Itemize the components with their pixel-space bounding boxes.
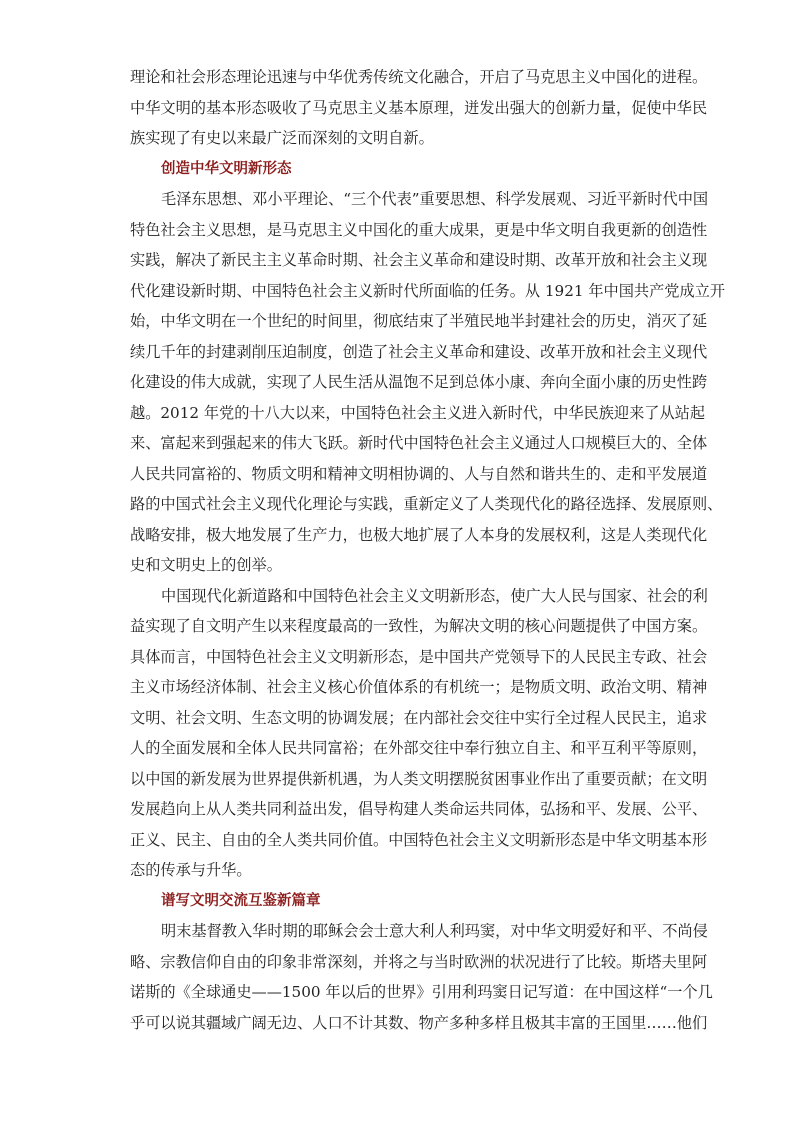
text-line: 理论和社会形态理论迅速与中华优秀传统文化融合，开启了马克思主义中国化的进程。 xyxy=(130,68,708,86)
text-line: 始，中华文明在一个世纪的时间里，彻底结束了半殖民地半封建社会的历史，消灭了延 xyxy=(130,312,708,330)
text-line: 乎可以说其疆域广阔无边、人口不计其数、物产多种多样且极其丰富的王国里……他们 xyxy=(130,1013,708,1032)
section-heading: 创造中华文明新形态 xyxy=(161,159,292,177)
text-line: 以中国的新发展为世界提供新机遇，为人类文明摆脱贫困事业作出了重要贡献；在文明 xyxy=(130,769,708,788)
text-line: 主义市场经济体制、社会主义核心价值体系的有机统一；是物质文明、政治文明、精神 xyxy=(130,678,708,696)
text-line: 文明、社会文明、生态文明的协调发展；在内部社会交往中实行全过程人民民主，追求 xyxy=(130,708,708,727)
section1-paragraph-1 xyxy=(130,184,726,581)
text-line: 正义、民主、自由的全人类共同价值。中国特色社会主义文明新形态是中华文明基本形 xyxy=(130,830,708,849)
text-line: 越。2012 年党的十八大以来，中国特色社会主义进入新时代，中华民族迎来了从站起 xyxy=(130,403,706,422)
text-line: 人民共同富裕的、物质文明和精神文明相协调的、人与自然和谐共生的、走和平发展道 xyxy=(130,464,708,483)
text-line: 实践，解决了新民主主义革命时期、社会主义革命和建设时期、改革开放和社会主义现 xyxy=(130,251,708,269)
text-line: 发展趋向上从人类共同利益出发，倡导构建人类命运共同体，弘扬和平、发展、公平、 xyxy=(130,800,708,818)
section1-paragraph-2 xyxy=(130,581,708,886)
text-line: 诺斯的《全球通史——1500 年以后的世界》引用利玛窦日记写道：在中国这样“一个几 xyxy=(130,983,713,1001)
text-line: 态的传承与升华。 xyxy=(130,861,252,879)
text-line: 中华文明的基本形态吸收了马克思主义基本原理，迸发出强大的创新力量，促使中华民 xyxy=(130,98,708,117)
text-line: 具体而言，中国特色社会主义文明新形态，是中国共产党领导下的人民民主专政、社会 xyxy=(130,647,708,666)
document-page xyxy=(130,62,726,1038)
text-line: 特色社会主义思想，是马克思主义中国化的重大成果，更是中华文明自我更新的创造性 xyxy=(130,220,708,239)
text-line: 代化建设新时期、中国特色社会主义新时代所面临的任务。从 1921 年中国共产党成立开 xyxy=(130,281,726,300)
text-line: 略、宗教信仰自由的印象非常深刻，并将之与当时欧洲的状况进行了比较。斯塔夫里阿 xyxy=(130,952,708,971)
text-line: 中国现代化新道路和中国特色社会主义文明新形态，使广大人民与国家、社会的利 xyxy=(161,586,708,605)
text-line: 毛泽东思想、邓小平理论、“三个代表”重要思想、科学发展观、习近平新时代中国 xyxy=(161,190,709,208)
text-line: 路的中国式社会主义现代化理论与实践，重新定义了人类现代化的路径选择、发展原则、 xyxy=(130,495,723,513)
text-line: 战略安排，极大地发展了生产力，也极大地扩展了人本身的发展权利，这是人类现代化 xyxy=(130,525,708,544)
section-heading: 谱写文明交流互鉴新篇章 xyxy=(161,891,321,909)
text-line: 来、富起来到强起来的伟大飞跃。新时代中国特色社会主义通过人口规模巨大的、全体 xyxy=(130,434,708,452)
text-line: 史和文明史上的创举。 xyxy=(130,556,282,574)
text-line: 化建设的伟大成就，实现了人民生活从温饱不足到总体小康、奔向全面小康的历史性跨 xyxy=(130,373,708,391)
text-line: 明末基督教入华时期的耶稣会会士意大利人利玛窦，对中华文明爱好和平、不尚侵 xyxy=(161,922,708,940)
text-line: 人的全面发展和全体人民共同富裕；在外部交往中奉行独立自主、和平互利平等原则， xyxy=(130,739,708,757)
intro-paragraph xyxy=(130,62,708,154)
text-line: 益实现了自文明产生以来程度最高的一致性，为解决文明的核心问题提供了中国方案。 xyxy=(130,617,708,635)
section2-paragraph-1 xyxy=(130,916,713,1038)
text-line: 续几千年的封建剥削压迫制度，创造了社会主义革命和建设、改革开放和社会主义现代 xyxy=(130,342,708,361)
text-line: 族实现了有史以来最广泛而深刻的文明自新。 xyxy=(130,129,434,147)
